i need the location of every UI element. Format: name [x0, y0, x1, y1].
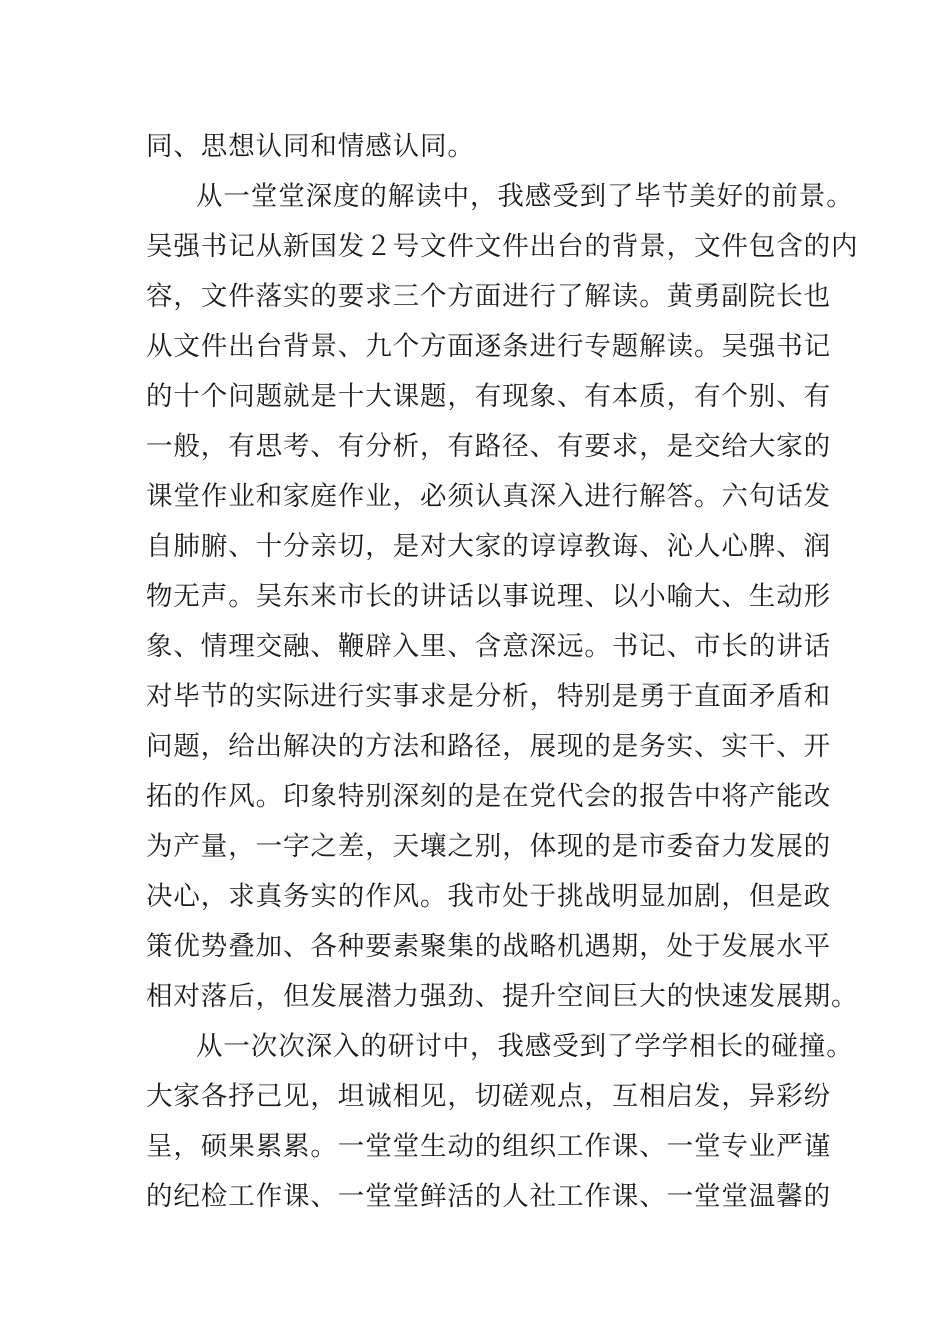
text-line: 对毕节的实际进行实事求是分析，特别是勇于直面矛盾和 — [146, 681, 831, 712]
text-line: 同、思想认同和情感认同。 — [146, 131, 475, 162]
text-line: 从文件出台背景、九个方面逐条进行专题解读。吴强书记 — [146, 331, 831, 362]
text-line: 拓的作风。印象特别深刻的是在党代会的报告中将产能改 — [146, 781, 831, 812]
text-line: 象、情理交融、鞭辟入里、含意深远。书记、市长的讲话 — [146, 631, 831, 662]
text-line: 容，文件落实的要求三个方面进行了解读。黄勇副院长也 — [146, 281, 831, 312]
paragraph-first-line: 从一堂堂深度的解读中，我感受到了毕节美好的前景。 — [196, 181, 854, 212]
text-line: 自肺腑、十分亲切，是对大家的谆谆教诲、沁人心脾、润 — [146, 531, 831, 562]
text-line: 呈，硕果累累。一堂堂生动的组织工作课、一堂专业严谨 — [146, 1131, 831, 1162]
text-line: 问题，给出解决的方法和路径，展现的是务实、实干、开 — [146, 731, 831, 762]
text-line: 决心，求真务实的作风。我市处于挑战明显加剧，但是政 — [146, 881, 831, 912]
text-line: 的十个问题就是十大课题，有现象、有本质，有个别、有 — [146, 381, 831, 412]
text-line: 的纪检工作课、一堂堂鲜活的人社工作课、一堂堂温馨的 — [146, 1181, 831, 1212]
text-line: 相对落后，但发展潜力强劲、提升空间巨大的快速发展期。 — [146, 981, 859, 1012]
text-line: 课堂作业和家庭作业，必须认真深入进行解答。六句话发 — [146, 481, 831, 512]
text-line: 吴强书记从新国发２号文件文件出台的背景，文件包含的内 — [146, 231, 859, 262]
text-line: 一般，有思考、有分析，有路径、有要求，是交给大家的 — [146, 431, 831, 462]
text-line: 为产量，一字之差，天壤之别，体现的是市委奋力发展的 — [146, 831, 831, 862]
text-line: 物无声。吴东来市长的讲话以事说理、以小喻大、生动形 — [146, 581, 831, 612]
text-line: 大家各抒己见，坦诚相见，切磋观点，互相启发，异彩纷 — [146, 1081, 831, 1112]
paragraph-first-line: 从一次次深入的研讨中，我感受到了学学相长的碰撞。 — [196, 1031, 854, 1062]
text-line: 策优势叠加、各种要素聚集的战略机遇期，处于发展水平 — [146, 931, 831, 962]
